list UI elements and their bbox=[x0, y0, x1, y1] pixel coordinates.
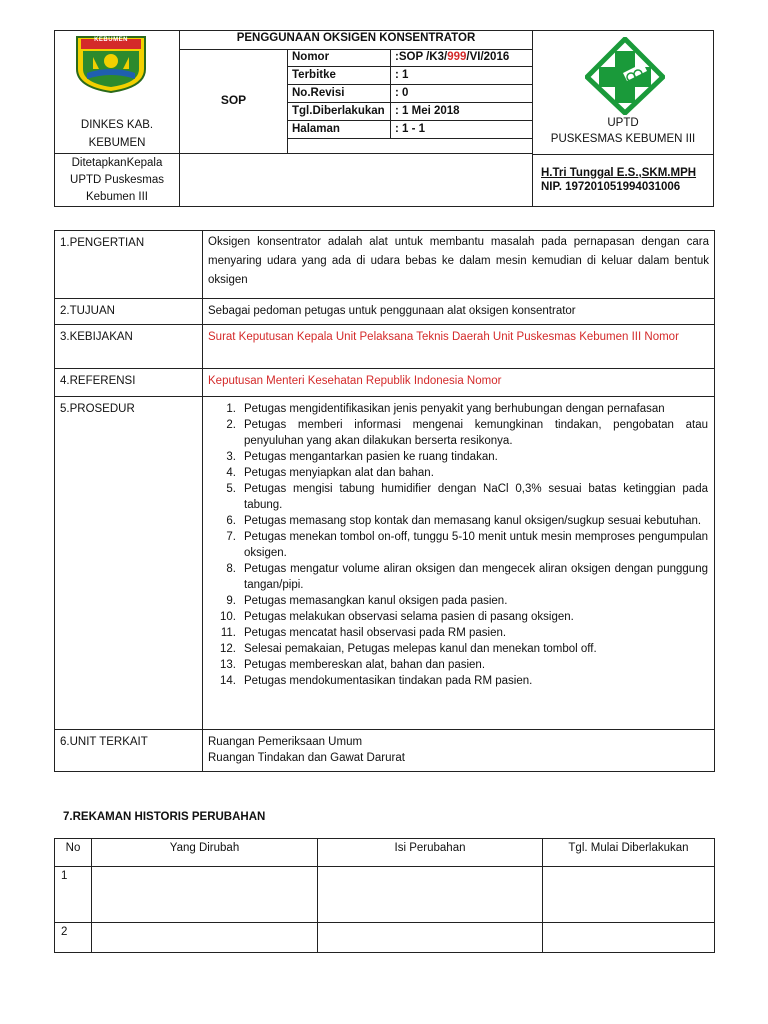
unit-line1: Ruangan Pemeriksaan Umum bbox=[208, 736, 363, 748]
prosedur-item bbox=[208, 657, 708, 673]
history-title: 7.REKAMAN HISTORIS PERUBAHAN bbox=[63, 811, 266, 823]
meta-row bbox=[287, 49, 532, 67]
prosedur-cell bbox=[203, 397, 715, 730]
approval-cell bbox=[55, 154, 180, 207]
meta-value bbox=[391, 85, 408, 102]
prosedur-item-text: Petugas mendokumentasikan tindakan pada RM pasien. bbox=[244, 675, 533, 687]
prosedur-item-number: 5. bbox=[226, 483, 236, 495]
prosedur-item-number: 8. bbox=[226, 563, 236, 575]
emblem-text: KEBUMEN bbox=[94, 37, 128, 43]
meta-label: No.Revisi bbox=[287, 85, 391, 102]
prosedur-item-number: 11. bbox=[220, 627, 236, 639]
history-row-no: 1 bbox=[55, 867, 92, 923]
meta-label: Terbitke bbox=[287, 67, 391, 84]
history-row bbox=[55, 867, 715, 923]
tujuan-text: Sebagai pedoman petugas untuk penggunaan alat oksigen konsentrator bbox=[203, 299, 715, 325]
meta-value-text: : 1 - 1 bbox=[395, 123, 426, 135]
meta-row bbox=[287, 103, 532, 121]
history-cell bbox=[543, 867, 715, 923]
puskesmas-logo-icon bbox=[585, 37, 665, 115]
prosedur-item-number: 4. bbox=[226, 467, 236, 479]
meta-row bbox=[287, 67, 532, 85]
prosedur-item-number: 13. bbox=[220, 659, 236, 671]
prosedur-item-number: 14. bbox=[220, 675, 236, 687]
meta-label: Nomor bbox=[287, 49, 391, 66]
prosedur-item bbox=[208, 625, 708, 641]
prosedur-item-text: Selesai pemakaian, Petugas melepas kanul dan menekan tombol off. bbox=[244, 643, 597, 655]
prosedur-item bbox=[208, 561, 708, 593]
right-logo-cell bbox=[533, 31, 714, 207]
pengertian-label: 1.PENGERTIAN bbox=[55, 231, 203, 299]
approval-line3: Kebumen III bbox=[85, 191, 148, 203]
history-cell bbox=[318, 867, 543, 923]
approval-line2: UPTD Puskesmas bbox=[70, 174, 164, 186]
title-block bbox=[180, 31, 533, 154]
unit-line2: Ruangan Tindakan dan Gawat Darurat bbox=[208, 752, 405, 764]
prosedur-item-number: 7. bbox=[226, 531, 236, 543]
unit-label: 6.UNIT TERKAIT bbox=[55, 730, 203, 772]
kebijakan-label: 3.KEBIJAKAN bbox=[55, 325, 203, 369]
meta-value-text: : 1 bbox=[395, 69, 409, 81]
prosedur-item-number: 3. bbox=[226, 451, 236, 463]
meta-value bbox=[391, 67, 408, 84]
tujuan-label: 2.TUJUAN bbox=[55, 299, 203, 325]
header-table bbox=[54, 30, 714, 207]
signer-nip: NIP. 197201051994031006 bbox=[541, 181, 681, 193]
history-table bbox=[54, 838, 715, 953]
prosedur-item-text: Petugas memberi informasi mengenai kemungkinan tindakan, pengobatan atau penyuluhan yang akan dilakukan berserta resikonya. bbox=[244, 419, 708, 447]
prosedur-item-text: Petugas mencatat hasil observasi pada RM pasien. bbox=[244, 627, 507, 639]
history-cell bbox=[318, 923, 543, 953]
left-logo-cell bbox=[55, 31, 180, 154]
meta-value-text: : 1 Mei 2018 bbox=[395, 105, 460, 117]
meta-value bbox=[391, 103, 460, 120]
meta-list bbox=[287, 49, 532, 139]
prosedur-item bbox=[208, 609, 708, 625]
doc-type-label: SOP bbox=[220, 93, 247, 107]
kebijakan-text: Surat Keputusan Kepala Unit Pelaksana Teknis Daerah Unit Puskesmas Kebumen III Nomor bbox=[203, 325, 715, 369]
meta-value-suffix: /VI/2016 bbox=[466, 51, 510, 63]
doc-title: PENGGUNAAN OKSIGEN KONSENTRATOR bbox=[236, 32, 476, 44]
prosedur-item bbox=[208, 593, 708, 609]
puskesmas-name: PUSKESMAS KEBUMEN III bbox=[550, 133, 696, 145]
prosedur-item-text: Petugas memasang stop kontak dan memasang kanul oksigen/sugkup sesuai kebutuhan. bbox=[244, 515, 702, 527]
org-name-line2: KEBUMEN bbox=[88, 137, 146, 149]
prosedur-list bbox=[208, 401, 708, 689]
prosedur-item-text: Petugas membereskan alat, bahan dan pasien. bbox=[244, 659, 486, 671]
prosedur-item bbox=[208, 673, 708, 689]
prosedur-item bbox=[208, 529, 708, 561]
meta-value bbox=[391, 121, 425, 138]
prosedur-item bbox=[208, 401, 708, 417]
prosedur-item-number: 1. bbox=[226, 403, 236, 415]
history-cell bbox=[543, 923, 715, 953]
prosedur-item bbox=[208, 449, 708, 465]
approval-empty-cell bbox=[180, 154, 533, 207]
history-column-header: No bbox=[55, 839, 92, 867]
meta-label: Halaman bbox=[287, 121, 391, 138]
prosedur-item-number: 12. bbox=[220, 643, 236, 655]
pengertian-text: Oksigen konsentrator adalah alat untuk membantu masalah pada pernapasan dengan cara menyaring udara yang ada di udara bebas ke dalam mesin kemudian di keluar dalam bentuk oksigen bbox=[203, 231, 715, 299]
history-row-no: 2 bbox=[55, 923, 92, 953]
approval-line1: DitetapkanKepala bbox=[71, 157, 163, 169]
prosedur-label: 5.PROSEDUR bbox=[55, 397, 203, 730]
prosedur-item-text: Petugas menyiapkan alat dan bahan. bbox=[244, 467, 434, 479]
kebumen-emblem-icon bbox=[73, 35, 149, 93]
meta-value bbox=[391, 49, 509, 66]
prosedur-item-text: Petugas mengatur volume aliran oksigen dan mengecek aliran oksigen dengan punggung tangan/pipi. bbox=[244, 563, 708, 591]
meta-value-highlight: 999 bbox=[447, 51, 467, 63]
meta-value-text: : 0 bbox=[395, 87, 409, 99]
prosedur-item-number: 10. bbox=[220, 611, 236, 623]
history-column-header: Yang Dirubah bbox=[92, 839, 318, 867]
history-row bbox=[55, 923, 715, 953]
uptd-label: UPTD bbox=[607, 117, 639, 129]
prosedur-item-number: 9. bbox=[226, 595, 236, 607]
prosedur-item-number: 2. bbox=[226, 419, 236, 431]
referensi-text: Keputusan Menteri Kesehatan Republik Indonesia Nomor bbox=[203, 369, 715, 397]
history-cell bbox=[92, 867, 318, 923]
prosedur-item bbox=[208, 513, 708, 529]
referensi-label: 4.REFERENSI bbox=[55, 369, 203, 397]
meta-value-text: :SOP /K3/ bbox=[395, 51, 448, 63]
prosedur-item-text: Petugas mengantarkan pasien ke ruang tindakan. bbox=[244, 451, 498, 463]
history-column-header: Isi Perubahan bbox=[318, 839, 543, 867]
prosedur-item-text: Petugas memasangkan kanul oksigen pada pasien. bbox=[244, 595, 508, 607]
prosedur-item bbox=[208, 465, 708, 481]
prosedur-item-number: 6. bbox=[226, 515, 236, 527]
prosedur-item-text: Petugas mengidentifikasikan jenis penyakit yang berhubungan dengan pernafasan bbox=[244, 403, 665, 415]
org-name-line1: DINKES KAB. bbox=[80, 119, 154, 131]
sop-content-table bbox=[54, 230, 715, 772]
signer-name: H.Tri Tunggal E.S.,SKM.MPH bbox=[541, 167, 697, 179]
unit-cell bbox=[203, 730, 715, 772]
prosedur-item-text: Petugas mengisi tabung humidifier dengan NaCl 0,3% sesuai batas ketinggian pada tabung. bbox=[244, 483, 708, 511]
prosedur-item bbox=[208, 481, 708, 513]
prosedur-item-text: Petugas menekan tombol on-off, tunggu 5-10 menit untuk mesin memproses pengumpulan oksigen. bbox=[244, 531, 708, 559]
meta-row bbox=[287, 121, 532, 139]
history-cell bbox=[92, 923, 318, 953]
meta-row bbox=[287, 85, 532, 103]
prosedur-item-text: Petugas melakukan observasi selama pasien di pasang oksigen. bbox=[244, 611, 574, 623]
prosedur-item bbox=[208, 417, 708, 449]
history-column-header: Tgl. Mulai Diberlakukan bbox=[543, 839, 715, 867]
prosedur-item bbox=[208, 641, 708, 657]
meta-label: Tgl.Diberlakukan bbox=[287, 103, 391, 120]
